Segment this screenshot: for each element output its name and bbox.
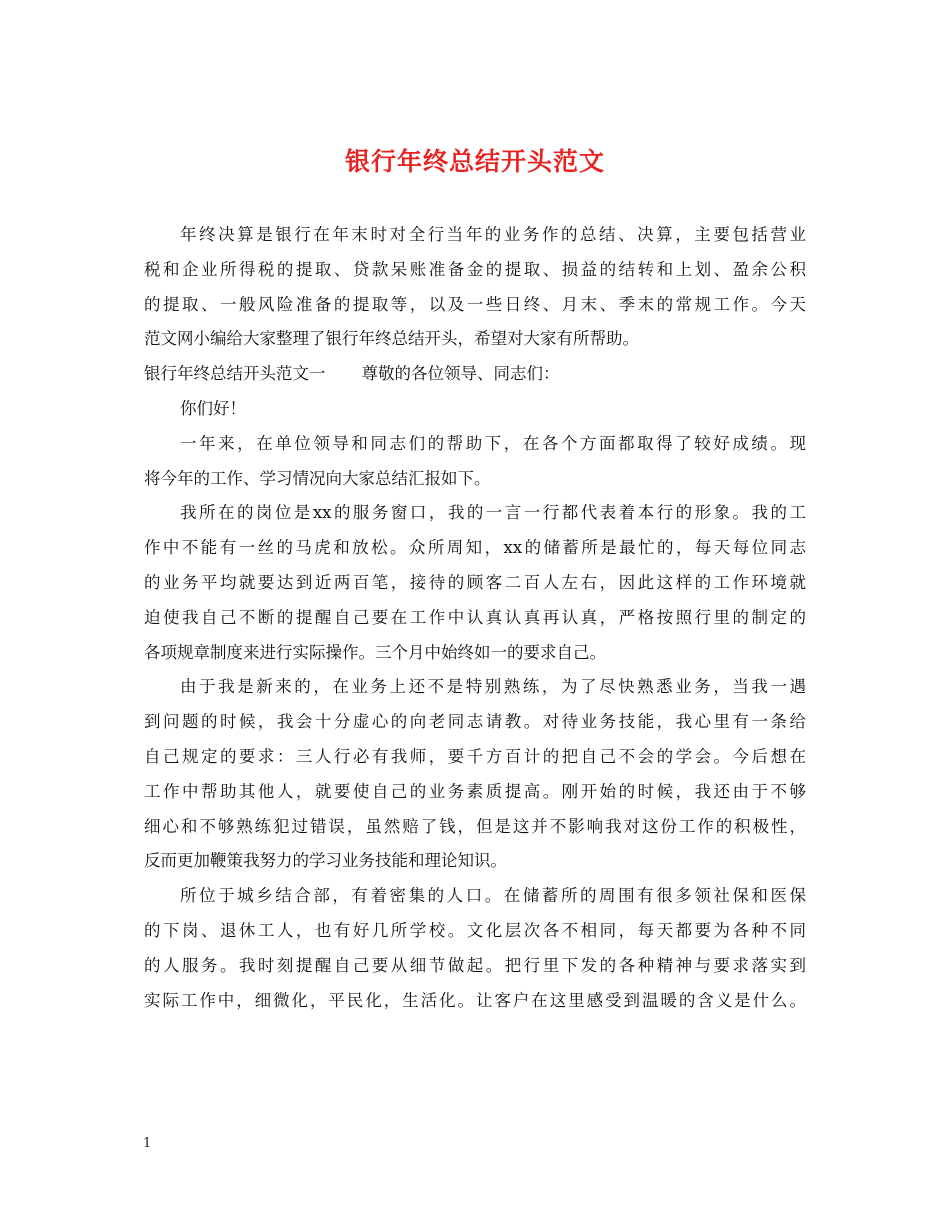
paragraph-line: 税和企业所得税的提取、贷款呆账准备金的提取、损益的结转和上划、盈余公积 (144, 259, 806, 279)
paragraph-line: 实际工作中，细微化，平民化，生活化。让客户在这里感受到温暖的含义是什么。 (144, 990, 806, 1010)
document-body (144, 218, 806, 1018)
paragraph-line: 工作中帮助其他人，就要使自己的业务素质提高。刚开始的时候，我还由于不够 (144, 781, 806, 801)
paragraph-line: 范文网小编给大家整理了银行年终总结开头，希望对大家有所帮助。 (144, 329, 639, 349)
paragraph-line: 细心和不够熟练犯过错误，虽然赔了钱，但是这并不影响我对这份工作的积极性， (144, 816, 806, 836)
paragraph-line: 作中不能有一丝的马虎和放松。众所周知，xx的储蓄所是最忙的，每天每位同志 (144, 538, 806, 558)
document-title: 银行年终总结开头范文 (344, 147, 605, 176)
paragraph-line: 的业务平均就要达到近两百笔，接待的顾客二百人左右，因此这样的工作环境就 (144, 572, 806, 592)
paragraph-line: 到问题的时候，我会十分虚心的向老同志请教。对待业务技能，我心里有一条给 (144, 712, 806, 732)
salutation: 尊敬的各位领导、同志们： (361, 364, 560, 384)
paragraph-line: 我所在的岗位是xx的服务窗口，我的一言一行都代表着本行的形象。我的工 (180, 503, 806, 523)
paragraph-line: 反而更加鞭策我努力的学习业务技能和理论知识。 (144, 851, 507, 871)
paragraph-line: 一年来，在单位领导和同志们的帮助下，在各个方面都取得了较好成绩。现 (180, 433, 806, 453)
paragraph-line: 的下岗、退休工人，也有好几所学校。文化层次各不相同，每天都要为各种不同 (144, 920, 806, 940)
section-heading: 银行年终总结开头范文一 (144, 364, 326, 384)
paragraph-line: 迫使我自己不断的提醒自己要在工作中认真认真再认真，严格按照行里的制定的 (144, 607, 806, 627)
paragraph-line: 各项规章制度来进行实际操作。三个月中始终如一的要求自己。 (144, 642, 606, 662)
greeting-line: 你们好！ (180, 398, 246, 418)
paragraph-line: 将今年的工作、学习情况向大家总结汇报如下。 (144, 468, 491, 488)
paragraph-line: 自己规定的要求：三人行必有我师，要千方百计的把自己不会的学会。今后想在 (144, 746, 806, 766)
paragraph-line: 所位于城乡结合部，有着密集的人口。在储蓄所的周围有很多领社保和医保 (180, 886, 806, 906)
heading-line (144, 357, 806, 392)
paragraph-line: 的人服务。我时刻提醒自己要从细节做起。把行里下发的各种精神与要求落实到 (144, 955, 806, 975)
paragraph-line: 的提取、一般风险准备的提取等，以及一些日终、月末、季末的常规工作。今天 (144, 294, 806, 314)
page-number: 1 (143, 1136, 152, 1151)
paragraph-line: 由于我是新来的，在业务上还不是特别熟练，为了尽快熟悉业务，当我一遇 (180, 677, 806, 697)
paragraph-line: 年终决算是银行在年末时对全行当年的业务作的总结、决算，主要包括营业 (180, 225, 806, 244)
